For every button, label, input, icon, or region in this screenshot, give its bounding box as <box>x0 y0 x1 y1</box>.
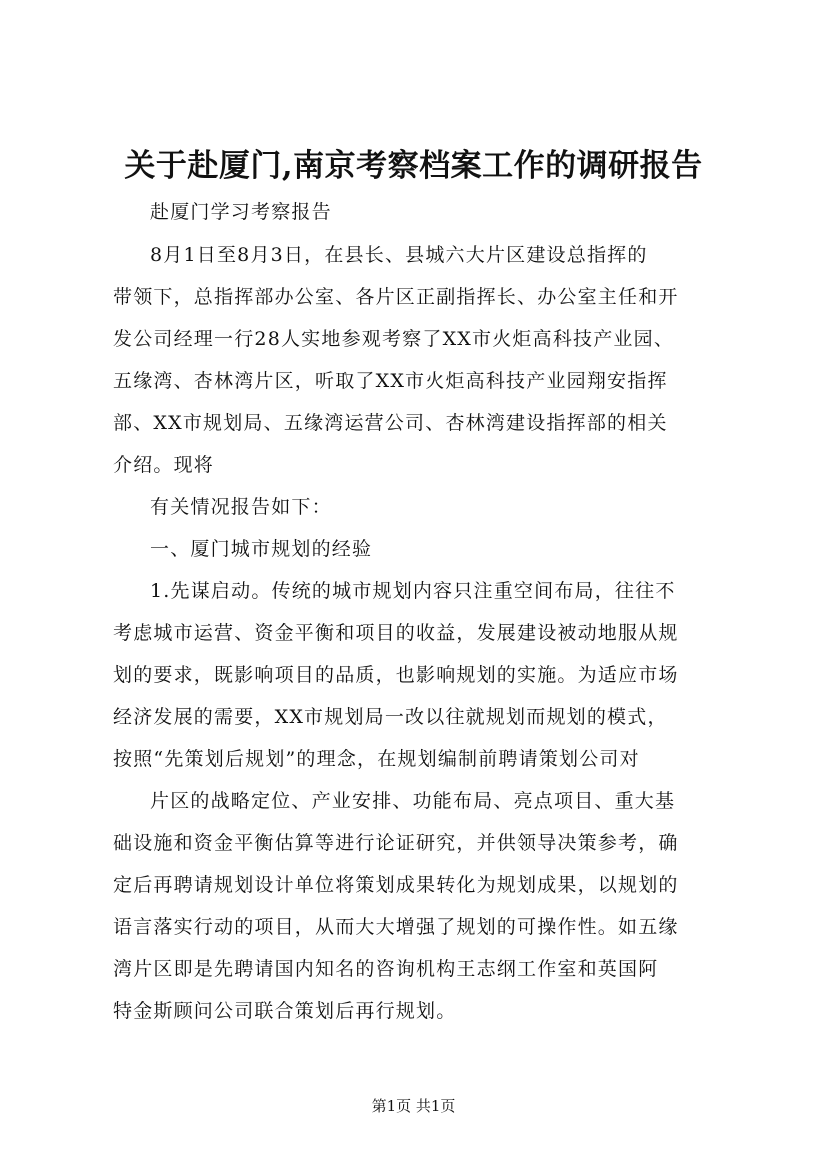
paragraph-line: 介绍。现将 <box>113 454 215 476</box>
paragraph-line: 语言落实行动的项目，从而大大增强了规划的可操作性。如五缘 <box>113 916 679 938</box>
paragraph-line: 考虑城市运营、资金平衡和项目的收益，发展建设被动地服从规 <box>113 622 679 644</box>
paragraph-line: 特金斯顾问公司联合策划后再行规划。 <box>113 1000 457 1022</box>
paragraph-line: 划的要求，既影响项目的品质，也影响规划的实施。为适应市场 <box>113 664 679 686</box>
paragraph-line: 按照“先策划后规划”的理念，在规划编制前聘请策划公司对 <box>113 748 640 770</box>
page-number-footer: 第1页 共1页 <box>371 1097 456 1115</box>
paragraph-line: 湾片区即是先聘请国内知名的咨询机构王志纲工作室和英国阿 <box>113 958 659 980</box>
paragraph-line: 五缘湾、杏林湾片区，听取了XX市火炬高科技产业园翔安指挥 <box>113 370 668 392</box>
paragraph-line: 有关情况报告如下： <box>150 496 332 518</box>
paragraph-line: 部、XX市规划局、五缘湾运营公司、杏林湾建设指挥部的相关 <box>113 412 668 434</box>
paragraph-line: 定后再聘请规划设计单位将策划成果转化为规划成果，以规划的 <box>113 874 679 896</box>
paragraph-line: 带领下，总指挥部办公室、各片区正副指挥长、办公室主任和开 <box>113 286 679 308</box>
paragraph-line: 发公司经理一行28人实地参观考察了XX市火炬高科技产业园、 <box>113 328 675 350</box>
paragraph-line: 础设施和资金平衡估算等进行论证研究，并供领导决策参考，确 <box>113 832 679 854</box>
document-title: 关于赴厦门,南京考察档案工作的调研报告 <box>124 148 703 184</box>
section-heading: 一、厦门城市规划的经验 <box>150 538 373 560</box>
section-subtitle: 赴厦门学习考察报告 <box>150 201 332 223</box>
paragraph-line: 8月1日至8月3日，在县长、县城六大片区建设总指挥的 <box>150 244 648 266</box>
paragraph-line: 片区的战略定位、产业安排、功能布局、亮点项目、重大基 <box>150 790 676 812</box>
paragraph-line: 1.先谋启动。传统的城市规划内容只注重空间布局，往往不 <box>150 580 676 602</box>
paragraph-line: 经济发展的需要，XX市规划局一改以往就规划而规划的模式， <box>113 706 668 728</box>
